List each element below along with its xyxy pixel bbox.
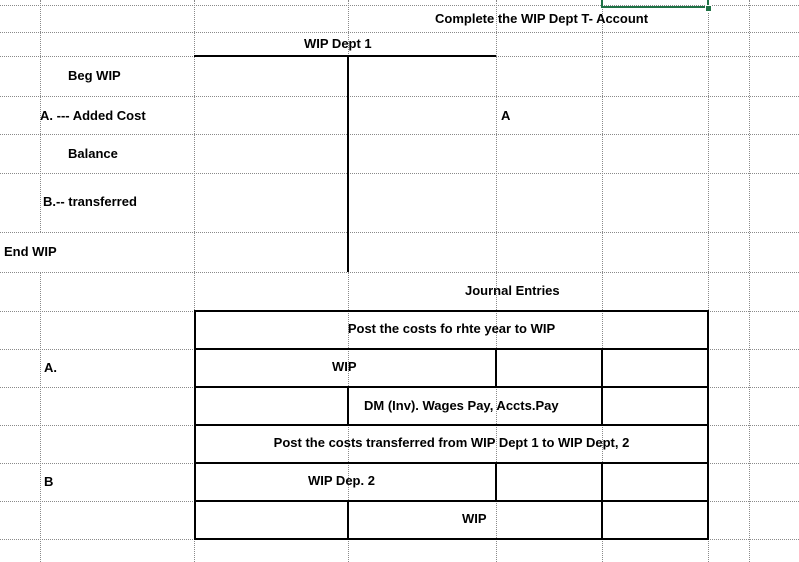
journal-table-border [601,462,603,538]
row-label-end-wip: End WIP [4,244,57,259]
entry-b-debit-account: WIP Dep. 2 [308,473,375,488]
journal-table-border [194,310,709,312]
t-account-center-divider [347,55,349,272]
journal-table-border [194,310,196,540]
row-label-beg-wip: Beg WIP [68,68,121,83]
entry-b-description: Post the costs transferred from WIP Dept 1 to WIP Dept, 2 [273,435,630,450]
fill-handle[interactable] [705,5,712,12]
journal-table-border [194,386,709,388]
entry-a-credit-account: DM (Inv). Wages Pay, Accts.Pay [364,398,559,413]
gridline [0,272,799,273]
t-account-side-label: A [501,108,511,123]
journal-table-border [347,386,349,424]
gridline [0,173,799,174]
page-heading: Complete the WIP Dept T- Account [435,11,649,26]
journal-table-border [194,424,709,426]
gridline [0,232,799,233]
row-label-transferred: B.-- transferred [43,194,137,209]
active-cell-selection[interactable] [601,0,709,8]
journal-table-border [707,310,709,540]
gridline [0,134,799,135]
journal-table-border [495,348,497,386]
gridline [0,96,799,97]
t-account-title: WIP Dept 1 [304,36,372,51]
journal-title: Journal Entries [465,283,560,298]
t-account-top-border [194,55,496,57]
gridline [749,0,750,562]
journal-table-border [194,348,709,350]
gridline [40,272,41,562]
entry-a-debit-account: WIP [332,359,357,374]
entry-a-description: Post the costs fo rhte year to WIP [347,321,556,336]
entry-a-label: A. [44,360,57,375]
journal-table-border [194,538,709,540]
row-label-balance: Balance [68,146,118,161]
journal-table-border [495,462,497,500]
journal-table-border [194,500,709,502]
journal-table-border [601,348,603,424]
journal-table-border [347,500,349,538]
entry-b-label: B [44,474,54,489]
entry-b-credit-account: WIP [462,511,487,526]
gridline [0,32,799,33]
journal-table-border [194,462,709,464]
row-label-added-cost: A. --- Added Cost [40,108,146,123]
